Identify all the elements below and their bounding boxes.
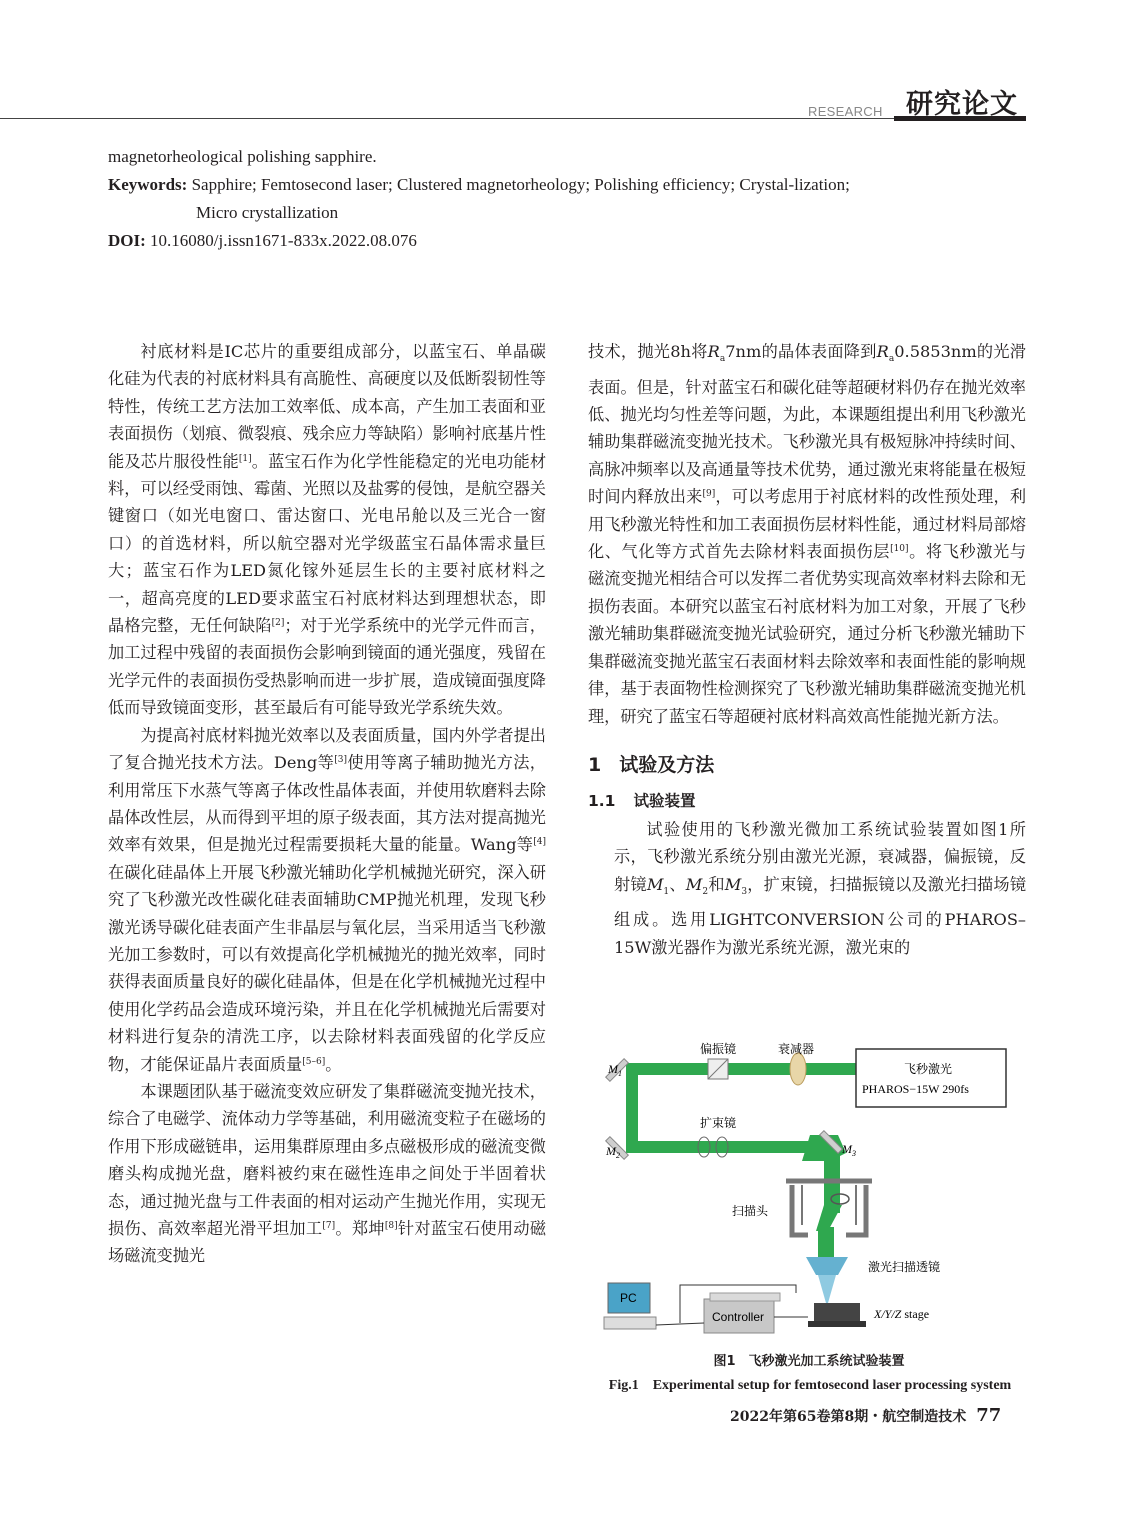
section-heading: 1 试验及方法 xyxy=(588,753,715,776)
m2-label: $M_2$ xyxy=(606,1144,620,1160)
journal-issue: 2022年第65卷第8期・航空制造技术 xyxy=(730,1409,967,1425)
citation[interactable]: [9] xyxy=(702,489,716,500)
polarizer-label: 偏振镜 xyxy=(700,1042,737,1056)
expander-label: 扩束镜 xyxy=(700,1116,737,1130)
scan-head-label: 扫描头 xyxy=(732,1204,769,1218)
citation[interactable]: [7] xyxy=(322,1221,336,1231)
abstract-tail-line: magnetorheological polishing sapphire. xyxy=(108,147,377,166)
pc-label: PC xyxy=(620,1291,637,1305)
scan-lens-label: 激光扫描透镜 xyxy=(868,1260,941,1274)
citation[interactable]: [3] xyxy=(334,755,347,766)
paragraph-intro-2: 为提高衬底材料抛光效率以及表面质量，国内外学者提出了复合抛光技术方法。Deng等[3]使用等离子辅助抛光方法，利用常压下水蒸气等离子体改性晶体表面，并使用软磨料去除晶体改性层，从而得到平坦的原子级表面，其方法对提高抛光效率有效果，但是抛光过程需要损耗大量的能量。Wang等[4]在碳化硅晶体上开展飞秒激光辅助化学机械抛光研究，深入研究了飞秒激光改性碳化硅表面辅助CMP抛光机理，发现飞秒激光诱导碳化硅表面产生非晶层与氧化层，当采用适当飞秒激光加工参数时，可以有效提高化学机械抛光的抛光效率，同时获得表面质量良好的碳化硅晶体，但是在化学机械抛光过程中使用化学药品会造成环境污染，并且在化学机械抛光后需要对材料进行复杂的清洗工序，以去除材料表面残留的化学反应物，才能保证晶片表面质量[5–6]。 xyxy=(108,725,546,1074)
paragraph-intro-1: 衬底材料是IC芯片的重要组成部分，以蓝宝石、单晶碳化硅为代表的衬底材料具有高脆性、高硬度以及低断裂韧性等特性，传统工艺方法加工效率低、成本高，产生加工表面和亚表面损伤（划痕、微裂痕、残余应力等缺陷）影响衬底基片性能及芯片服役性能[1]。蓝宝石作为化学性能稳定的光电功能材料，可以经受雨蚀、霉菌、光照以及盐雾的侵蚀，是航空器关键窗口（如光电窗口、雷达窗口、光电吊舱以及三光合一窗口）的首选材料，所以航空器对光学级蓝宝石晶体需求量巨大；蓝宝石作为LED氮化镓外延层生长的主要衬底材料之一，超高亮度的LED要求蓝宝石衬底材料达到理想状态，即晶格完整，无任何缺陷[2]；对于光学系统中的光学元件而言，加工过程中残留的表面损伤会影响到镜面的通光强度，残留在光学元件的表面损伤受热影响而进一步扩展，造成镜面强度降低而导致镜面变形，甚至最后有可能导致光学系统失效。 xyxy=(108,342,547,718)
header-section-en: RESEARCH xyxy=(808,104,883,119)
figure-caption-en: Fig.1 Experimental setup for femtosecond laser processing system xyxy=(608,1378,1012,1393)
keywords-label: Keywords: xyxy=(108,175,188,194)
stage-label: X/Y/Z stage xyxy=(874,1307,930,1321)
citation[interactable]: [2] xyxy=(271,618,285,629)
paragraph-intro-cont: 技术，抛光8h将$R_a7nm$的晶体表面降到$R_a0.5853nm$的光滑表面。但是，针对蓝宝石和碳化硅等超硬材料仍存在抛光效率低、抛光均匀性差等问题，为此，本课题组提出利用飞秒激光辅助集群磁流变抛光技术。飞秒激光具有极短脉冲持续时间、高脉冲频率以及高通量等技术优势，通过激光束将能量在极短时间内释放出来[9]，可以考虑用于衬底材料的改性预处理，利用飞秒激光特性和加工表面损伤层材料性能，通过材料局部熔化、气化等方式首先去除材料表面损伤层[10]。将飞秒激光与磁流变抛光相结合可以发挥二者优势实现高效率材料去除和无损伤表面。本研究以蓝宝石衬底材料为加工对象，开展了飞秒激光辅助集群磁流变抛光试验研究，通过分析飞秒激光辅助下集群磁流变抛光蓝宝石表面材料去除效率和表面性能的影响规律，基于表面物性检测探究了飞秒激光辅助集群磁流变抛光机理，研究了蓝宝石等超硬衬底材料高效高性能抛光新方法。 xyxy=(588,342,1027,726)
paragraph-setup: 试验使用的飞秒激光微加工系统试验装置如图1所示，飞秒激光系统分别由激光光源，衰减器，偏振镜，反射镜$M_1$、$M_2$和$M_3$，扩束镜，扫描振镜以及激光扫描场镜组成。选用LIGHTCONVERSION公司的PHAROS–15W激光器作为激光系统光源，激光束的 xyxy=(614,819,1027,957)
doi-value: 10.16080/j.issn1671-833x.2022.08.076 xyxy=(150,231,417,250)
left-column xyxy=(108,338,546,1270)
paragraph-intro-3: 本课题团队基于磁流变效应研发了集群磁流变抛光技术，综合了电磁学、流体动力学等基础，利用磁流变粒子在磁场的作用下形成磁链串，运用集群原理由多点磁极形成的磁流变微磨头构成抛光盘，磨料被约束在磁性连串之间处于半固着状态，通过抛光盘与工件表面的相对运动产生抛光作用，实现无损伤、高效率超光滑平坦加工[7]。郑坤[8]针对蓝宝石使用动磁场磁流变抛光 xyxy=(108,1081,547,1266)
laser-source-box xyxy=(856,1049,1006,1107)
page-number: 77 xyxy=(976,1405,1002,1426)
figure-caption-cn: 图1 飞秒激光加工系统试验装置 xyxy=(713,1354,905,1369)
laser-label-2: PHAROS−15W 290fs xyxy=(862,1082,969,1096)
controller-label: Controller xyxy=(712,1310,765,1324)
citation[interactable]: [4] xyxy=(533,837,546,848)
header-section-cn: 研究论文 xyxy=(906,89,1018,120)
doi-line xyxy=(108,227,417,255)
citation[interactable]: [8] xyxy=(384,1221,398,1231)
keywords-text: Sapphire; Femtosecond laser; Clustered magnetorheology; Polishing efficiency; Crystal-lization; xyxy=(191,175,850,194)
m1-label: $M_1$ xyxy=(608,1062,622,1078)
subsection-heading: 1.1 试验装置 xyxy=(588,791,696,810)
keywords-line xyxy=(108,171,850,199)
citation[interactable]: [10] xyxy=(890,544,909,555)
citation[interactable]: [5–6] xyxy=(302,1056,326,1067)
right-column xyxy=(588,338,1026,961)
citation[interactable]: [1] xyxy=(238,453,252,464)
keywords-line-2: Micro crystallization xyxy=(196,203,339,222)
laser-beam xyxy=(626,1063,858,1257)
scan-lens-shape xyxy=(806,1257,848,1275)
attenuator-shape xyxy=(790,1053,806,1085)
laser-label-1: 飞秒激光 xyxy=(904,1062,953,1076)
setup-diagram xyxy=(596,1035,1026,1345)
m3-label: $M_3$ xyxy=(842,1142,856,1158)
page-footer xyxy=(730,1405,1001,1426)
attenuator-label: 衰减器 xyxy=(778,1042,815,1056)
doi-label: DOI: xyxy=(108,231,146,250)
